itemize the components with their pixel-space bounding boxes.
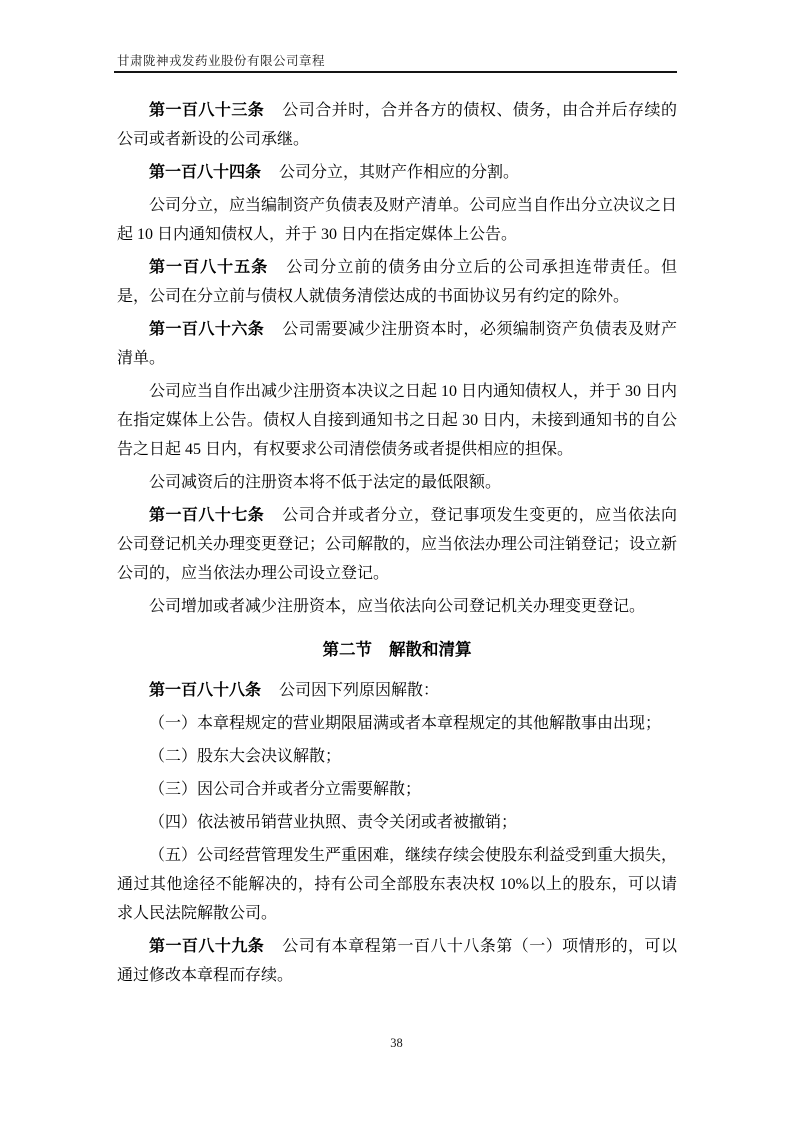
page-footer <box>0 1036 793 1051</box>
article-number: 第一百八十五条 <box>149 259 269 276</box>
list-item-paragraph: （五）公司经营管理发生严重困难，继续存续会使股东利益受到重大损失，通过其他途径不能解决的，持有公司全部股东表决权 10%以上的股东，可以请求人民法院解散公司。 <box>117 847 678 922</box>
article-text: 公司分立前的债务由分立后的公司承担连带责任。但是，公司在分立前与债权人就债务清偿达成的书面协议另有约定的除外。 <box>117 259 677 305</box>
article-number: 第一百八十九条 <box>149 938 265 955</box>
article-text: 公司合并或者分立，登记事项发生变更的，应当依法向公司登记机关办理变更登记；公司解散的，应当依法办理公司注销登记；设立新公司的，应当依法办理公司设立登记。 <box>117 507 678 582</box>
page-content <box>117 96 677 990</box>
article-text: 公司合并时，合并各方的债权、债务，由合并后存续的公司或者新设的公司承继。 <box>117 102 677 148</box>
article-paragraph <box>117 932 677 990</box>
page-header <box>117 51 325 69</box>
body-paragraph: 公司应当自作出减少注册资本决议之日起 10 日内通知债权人，并于 30 日内在指定媒体上公告。债权人自接到通知书之日起 30 日内，未接到通知书的自公告之日起 45 日内，有权要求公司清偿债务或者提供相应的担保。 <box>117 383 678 458</box>
body-paragraph: 公司增加或者减少注册资本，应当依法向公司登记机关办理变更登记。 <box>149 598 646 615</box>
article-paragraph <box>117 315 677 373</box>
article-number: 第一百八十三条 <box>149 102 265 119</box>
article-text: 公司有本章程第一百八十八条第（一）项情形的，可以通过修改本章程而存续。 <box>117 938 677 984</box>
page-number: 38 <box>390 1036 403 1050</box>
body-paragraph: 公司分立，应当编制资产负债表及财产清单。公司应当自作出分立决议之日起 10 日内通知债权人，并于 30 日内在指定媒体上公告。 <box>117 197 678 243</box>
list-item-paragraph: （二）股东大会决议解散； <box>149 748 342 765</box>
article-paragraph <box>117 158 677 187</box>
article-number: 第一百八十四条 <box>149 164 262 181</box>
section-heading <box>117 635 677 664</box>
article-paragraph <box>117 676 677 705</box>
article-text: 公司分立，其财产作相应的分割。 <box>279 164 520 181</box>
article-paragraph <box>117 96 677 154</box>
section-number: 第二节 <box>322 640 372 659</box>
header-rule <box>114 71 677 73</box>
list-item-paragraph: （四）依法被吊销营业执照、责令关闭或者被撤销； <box>149 814 518 831</box>
article-paragraph <box>117 253 677 311</box>
article-text: 公司需要减少注册资本时，必须编制资产负债表及财产清单。 <box>117 321 677 367</box>
list-item-paragraph: （三）因公司合并或者分立需要解散； <box>149 781 422 798</box>
article-number: 第一百八十七条 <box>149 507 265 524</box>
header-title: 甘肃陇神戎发药业股份有限公司章程 <box>117 54 326 68</box>
article-text: 公司因下列原因解散： <box>279 682 440 699</box>
section-title: 解散和清算 <box>389 640 472 659</box>
article-number: 第一百八十八条 <box>149 682 262 699</box>
article-number: 第一百八十六条 <box>149 321 265 338</box>
list-item-paragraph: （一）本章程规定的营业期限届满或者本章程规定的其他解散事由出现； <box>149 715 662 732</box>
body-paragraph: 公司减资后的注册资本将不低于法定的最低限额。 <box>149 474 502 491</box>
article-paragraph <box>117 501 677 588</box>
